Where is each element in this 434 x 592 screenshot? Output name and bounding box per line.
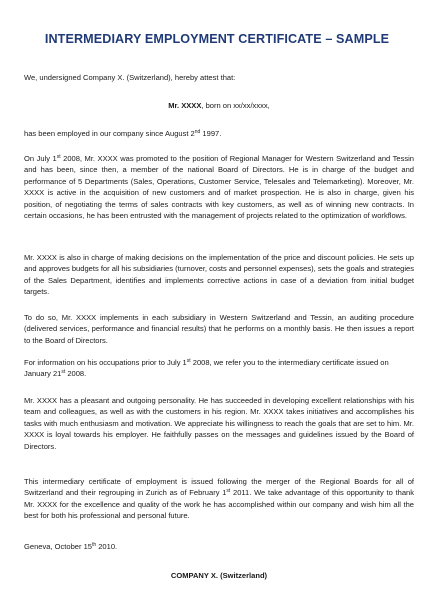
p1-pre: On July 1 (24, 154, 57, 163)
p1-sup: st (56, 154, 61, 160)
place-date (24, 541, 414, 552)
employment-start-sup: nd (194, 129, 201, 135)
paragraph-closing (24, 476, 414, 522)
p6-pre: This intermediary certificate of employment is issued following the merger of the Regional Boards for all of Switzerland and their regrouping in Zurich as of February 1 (24, 477, 414, 498)
document-title: INTERMEDIARY EMPLOYMENT CERTIFICATE – SAMPLE (44, 32, 390, 46)
place-date-year: 2010. (96, 542, 118, 551)
paragraph-promotion (24, 153, 414, 221)
paragraph-prior-occupations (24, 357, 414, 380)
paragraph-decisions: Mr. XXXX is also in charge of making decisions on the implementation of the price and discount policies. He sets up and approves budgets for all his subsidiaries (turnover, costs and personnel expenses), sets the goals and strategies of the Sales Department, identifies and implements corrective actions in case of a deviation from initial budget targets. (24, 253, 414, 297)
person-name: Mr. XXXX (168, 101, 202, 110)
p4-sup2: st (61, 369, 66, 376)
p4-pre: For information on his occupations prior to July 1 (24, 358, 187, 367)
person-line (24, 100, 414, 111)
signature-company: COMPANY X. (Switzerland) (170, 571, 268, 580)
p6-sup: st (226, 488, 231, 495)
p4-sup1: st (186, 358, 191, 364)
p6-post: 2011. We take advantage of this opportunity to thank Mr. XXXX for the excellence and quality of the work he has accomplished within our company and wish him all the best for both his professional and personal future. (24, 488, 414, 521)
p4-post: 2008. (65, 369, 87, 379)
paragraph-auditing: To do so, Mr. XXXX implements in each subsidiary in Western Switzerland and Tessin, an auditing procedure (delivered services, performance and financial results) that he performs on a monthly basis. He then issues a report to the Board of Directors. (24, 313, 414, 345)
employment-start-text: has been employed in our company since August 2 (24, 129, 195, 138)
intro-line: We, undersigned Company X. (Switzerland), hereby attest that: (24, 73, 236, 82)
paragraph-personality: Mr. XXXX has a pleasant and outgoing personality. He has succeeded in developing excellent relationships with his team and colleagues, as well as with the customers in his region. Mr. XXXX takes initiatives and accomplishes his tasks with much enthusiasm and motivation. We appreciate his willingness to reach the goals that are set to him. Mr. XXXX is loyal towards his employer. He faithfully passes on the messages and guidelines issued by the Board of Directors. (24, 396, 414, 451)
employment-start-year: 1997. (200, 129, 222, 138)
p4-mid: 2008, we refer you to the intermediary certificate issued on January 21 (24, 358, 389, 379)
place-date-text: Geneva, October 15 (24, 542, 92, 551)
employment-start-line (24, 128, 414, 139)
place-date-sup: th (91, 542, 97, 548)
p1-post: 2008, Mr. XXXX was promoted to the position of Regional Manager for Western Switzerland and Tessin and has been, since then, a member of the national Board of Directors. He is in charge of the budget and performance of 5 Departments (Sales, Operations, Customer Service, Telesales and Telemarketing). Moreover, Mr. XXXX is active in the acquisition of new customers and of market prospection. He is also in charge, given his position, of negotiating the terms of sales contracts with key customers, as well as of winning new contracts. In certain occasions, he has been entrusted with the management of projects related to the optimization of workflows. (24, 154, 414, 221)
person-born: , born on xx/xx/xxxx, (201, 101, 270, 110)
